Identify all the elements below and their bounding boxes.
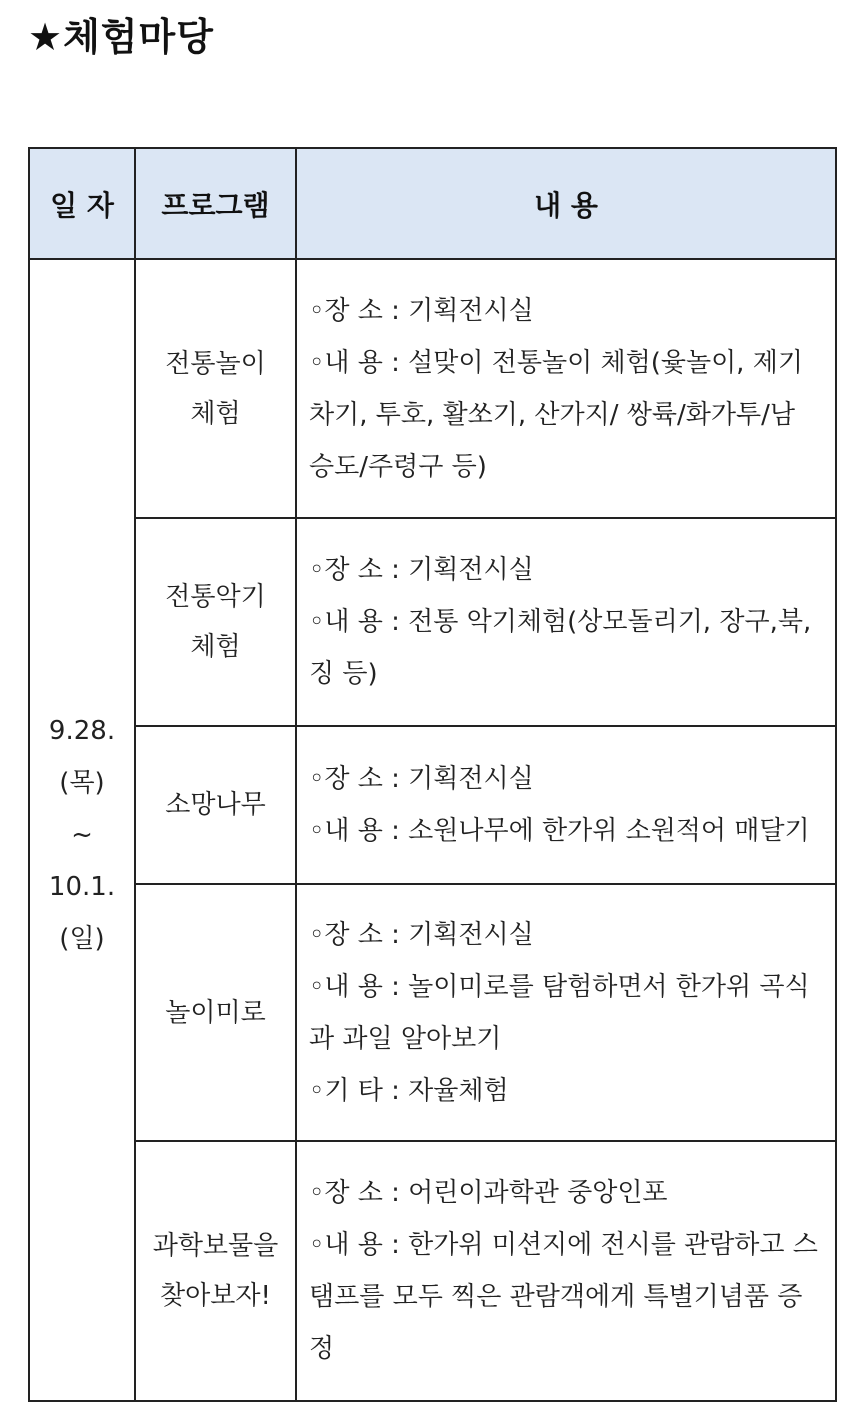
table-header-row	[29, 148, 836, 259]
content-cell	[296, 1141, 836, 1401]
table-row	[29, 884, 836, 1141]
content-line: 탬프를 모두 찍은 관람객에게 특별기념품 증	[309, 1282, 803, 1312]
content-line: ◦장 소 : 어린이과학관 중앙인포	[309, 1178, 668, 1208]
date-line: 10.1.	[48, 872, 116, 902]
program-name-line: 전통놀이	[165, 348, 266, 379]
program-name-line: 과학보물을	[152, 1231, 279, 1261]
header-content: 내 용	[296, 148, 836, 259]
content-line: ◦기 타 : 자율체험	[309, 1075, 509, 1106]
program-name-line: 놀이미로	[165, 997, 266, 1028]
date-cell	[29, 259, 135, 1401]
content-line: 징 등)	[309, 659, 378, 689]
content-cell	[296, 518, 836, 726]
header-date: 일 자	[29, 148, 135, 259]
date-line: ~	[71, 820, 93, 850]
content-line: ◦장 소 : 기획전시실	[309, 919, 534, 950]
content-cell	[296, 726, 836, 884]
program-cell	[135, 518, 296, 726]
content-line: ◦내 용 : 소원나무에 한가위 소원적어 매달기	[309, 816, 810, 846]
content-line: 과 과일 알아보기	[309, 1023, 502, 1054]
table-row	[29, 1141, 836, 1401]
program-name-line: 체험	[190, 632, 241, 662]
content-line: ◦내 용 : 한가위 미션지에 전시를 관람하고 스	[309, 1230, 818, 1260]
program-name-line: 소망나무	[165, 790, 266, 820]
content-line: 차기, 투호, 활쏘기, 산가지/ 쌍륙/화가투/남	[309, 399, 795, 430]
program-name-line: 찾아보자!	[160, 1281, 271, 1311]
date-line: 9.28.	[48, 716, 116, 746]
content-line: ◦내 용 : 놀이미로를 탐험하면서 한가위 곡식	[309, 971, 810, 1002]
content-line: ◦장 소 : 기획전시실	[309, 295, 534, 326]
program-name-line: 전통악기	[165, 582, 266, 612]
table-row	[29, 726, 836, 884]
content-cell	[296, 884, 836, 1141]
content-line: ◦장 소 : 기획전시실	[309, 764, 534, 794]
program-cell	[135, 726, 296, 884]
content-cell	[296, 259, 836, 518]
content-line: ◦내 용 : 설맞이 전통놀이 체험(윷놀이, 제기	[309, 347, 803, 378]
program-cell	[135, 259, 296, 518]
content-line: ◦장 소 : 기획전시실	[309, 555, 534, 585]
program-cell	[135, 1141, 296, 1401]
table-row	[29, 259, 836, 518]
section-title: ★체험마당	[28, 15, 214, 59]
table-row	[29, 518, 836, 726]
date-line: (목)	[59, 768, 105, 798]
content-line: 승도/주령구 등)	[309, 451, 487, 482]
program-table	[28, 147, 837, 1402]
program-name-line: 체험	[190, 398, 241, 429]
content-line: ◦내 용 : 전통 악기체험(상모돌리기, 장구,북,	[309, 607, 812, 637]
program-cell	[135, 884, 296, 1141]
content-line: 정	[309, 1334, 335, 1364]
date-line: (일)	[59, 924, 105, 954]
header-program: 프로그램	[135, 148, 296, 259]
